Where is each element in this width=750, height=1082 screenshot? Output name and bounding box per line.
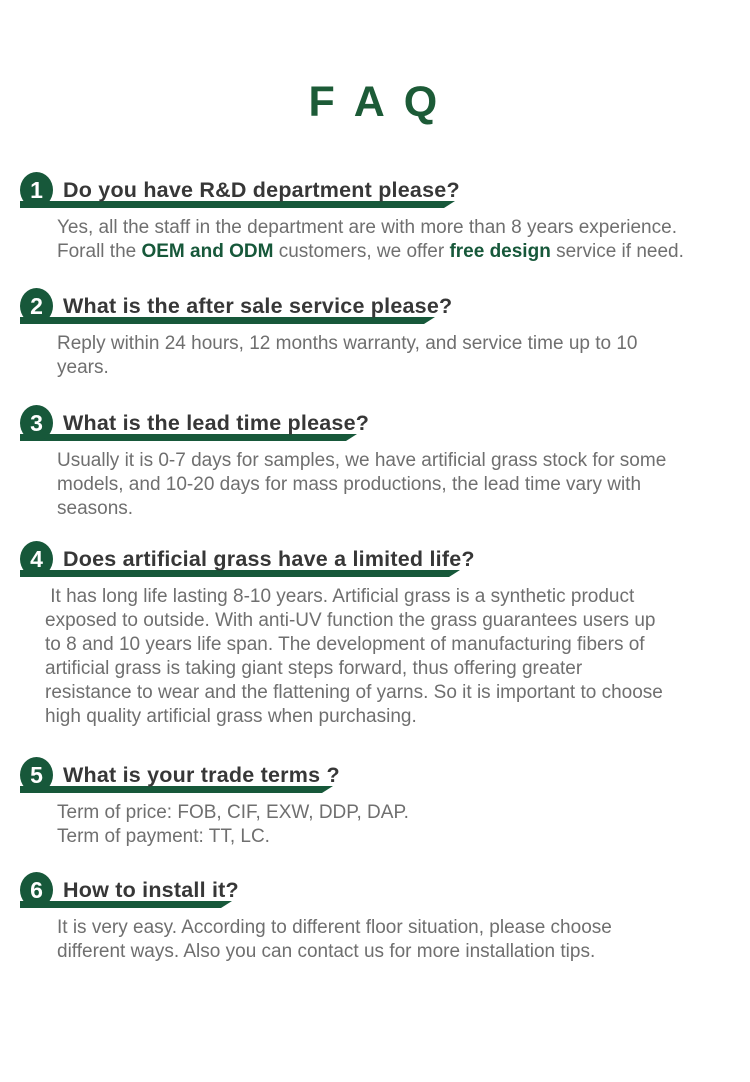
- faq-item-3: [0, 405, 750, 521]
- answer-line: Reply within 24 hours, 12 months warranty, and service time up to 10: [57, 333, 638, 354]
- answer-text: [57, 801, 740, 849]
- answer-segment: customers, we offer: [273, 241, 450, 262]
- question-row: [20, 872, 750, 908]
- question-text: How to install it?: [63, 877, 239, 902]
- question-row: [20, 288, 750, 324]
- question-text: Does artificial grass have a limited life?: [63, 546, 475, 571]
- answer-segment-highlight: free design: [449, 241, 551, 262]
- faq-list: [0, 172, 750, 964]
- answer-line: to 8 and 10 years life span. The development of manufacturing fibers of: [45, 634, 645, 655]
- answer-line: years.: [57, 357, 109, 378]
- answer-line: It has long life lasting 8-10 years. Artificial grass is a synthetic product: [45, 586, 635, 607]
- question-row: [20, 405, 750, 441]
- faq-item-4: [0, 541, 750, 729]
- faq-item-2: [0, 288, 750, 380]
- answer-segment: service if need.: [550, 241, 684, 262]
- faq-item-6: [0, 872, 750, 964]
- question-number-badge: 1: [20, 172, 53, 208]
- answer-text: [45, 585, 740, 729]
- answer-line: resistance to wear and the flattening of yarns. So it is important to choose: [45, 682, 663, 703]
- answer-line: seasons.: [57, 498, 134, 519]
- answer-line: exposed to outside. With anti-UV function the grass guarantees users up: [45, 610, 656, 631]
- question-text: What is your trade terms ?: [63, 762, 340, 787]
- answer-line: high quality artificial grass when purchasing.: [45, 706, 417, 727]
- answer-text: [57, 332, 740, 380]
- question-number-badge: 5: [20, 757, 53, 793]
- answer-line: [57, 240, 740, 264]
- question-row: [20, 541, 750, 577]
- faq-page: [0, 75, 750, 1082]
- answer-line: Term of payment: TT, LC.: [57, 826, 270, 847]
- answer-line: artificial grass is taking giant steps forward, thus offering greater: [45, 658, 583, 679]
- answer-line: Yes, all the staff in the department are with more than 8 years experience.: [57, 217, 677, 238]
- question-number-badge: 6: [20, 872, 53, 908]
- question-text: Do you have R&D department please?: [63, 177, 460, 202]
- answer-segment: Forall the: [57, 241, 142, 262]
- faq-item-1: [0, 172, 750, 264]
- question-number-badge: 4: [20, 541, 53, 577]
- answer-line: It is very easy. According to different floor situation, please choose: [57, 917, 612, 938]
- answer-text: [57, 216, 740, 264]
- question-number-badge: 3: [20, 405, 53, 441]
- question-row: [20, 172, 750, 208]
- answer-segment-highlight: OEM and ODM: [141, 241, 274, 262]
- answer-line: models, and 10-20 days for mass productions, the lead time vary with: [57, 474, 642, 495]
- answer-text: [57, 916, 740, 964]
- question-text: What is the lead time please?: [63, 410, 370, 435]
- question-text: What is the after sale service please?: [63, 293, 453, 318]
- answer-line: different ways. Also you can contact us for more installation tips.: [57, 941, 596, 962]
- answer-text: [57, 449, 740, 521]
- question-row: [20, 757, 750, 793]
- page-title: F A Q: [308, 78, 442, 126]
- faq-item-5: [0, 757, 750, 849]
- answer-line: Usually it is 0-7 days for samples, we have artificial grass stock for some: [57, 450, 667, 471]
- question-number-badge: 2: [20, 288, 53, 324]
- answer-line: Term of price: FOB, CIF, EXW, DDP, DAP.: [57, 802, 409, 823]
